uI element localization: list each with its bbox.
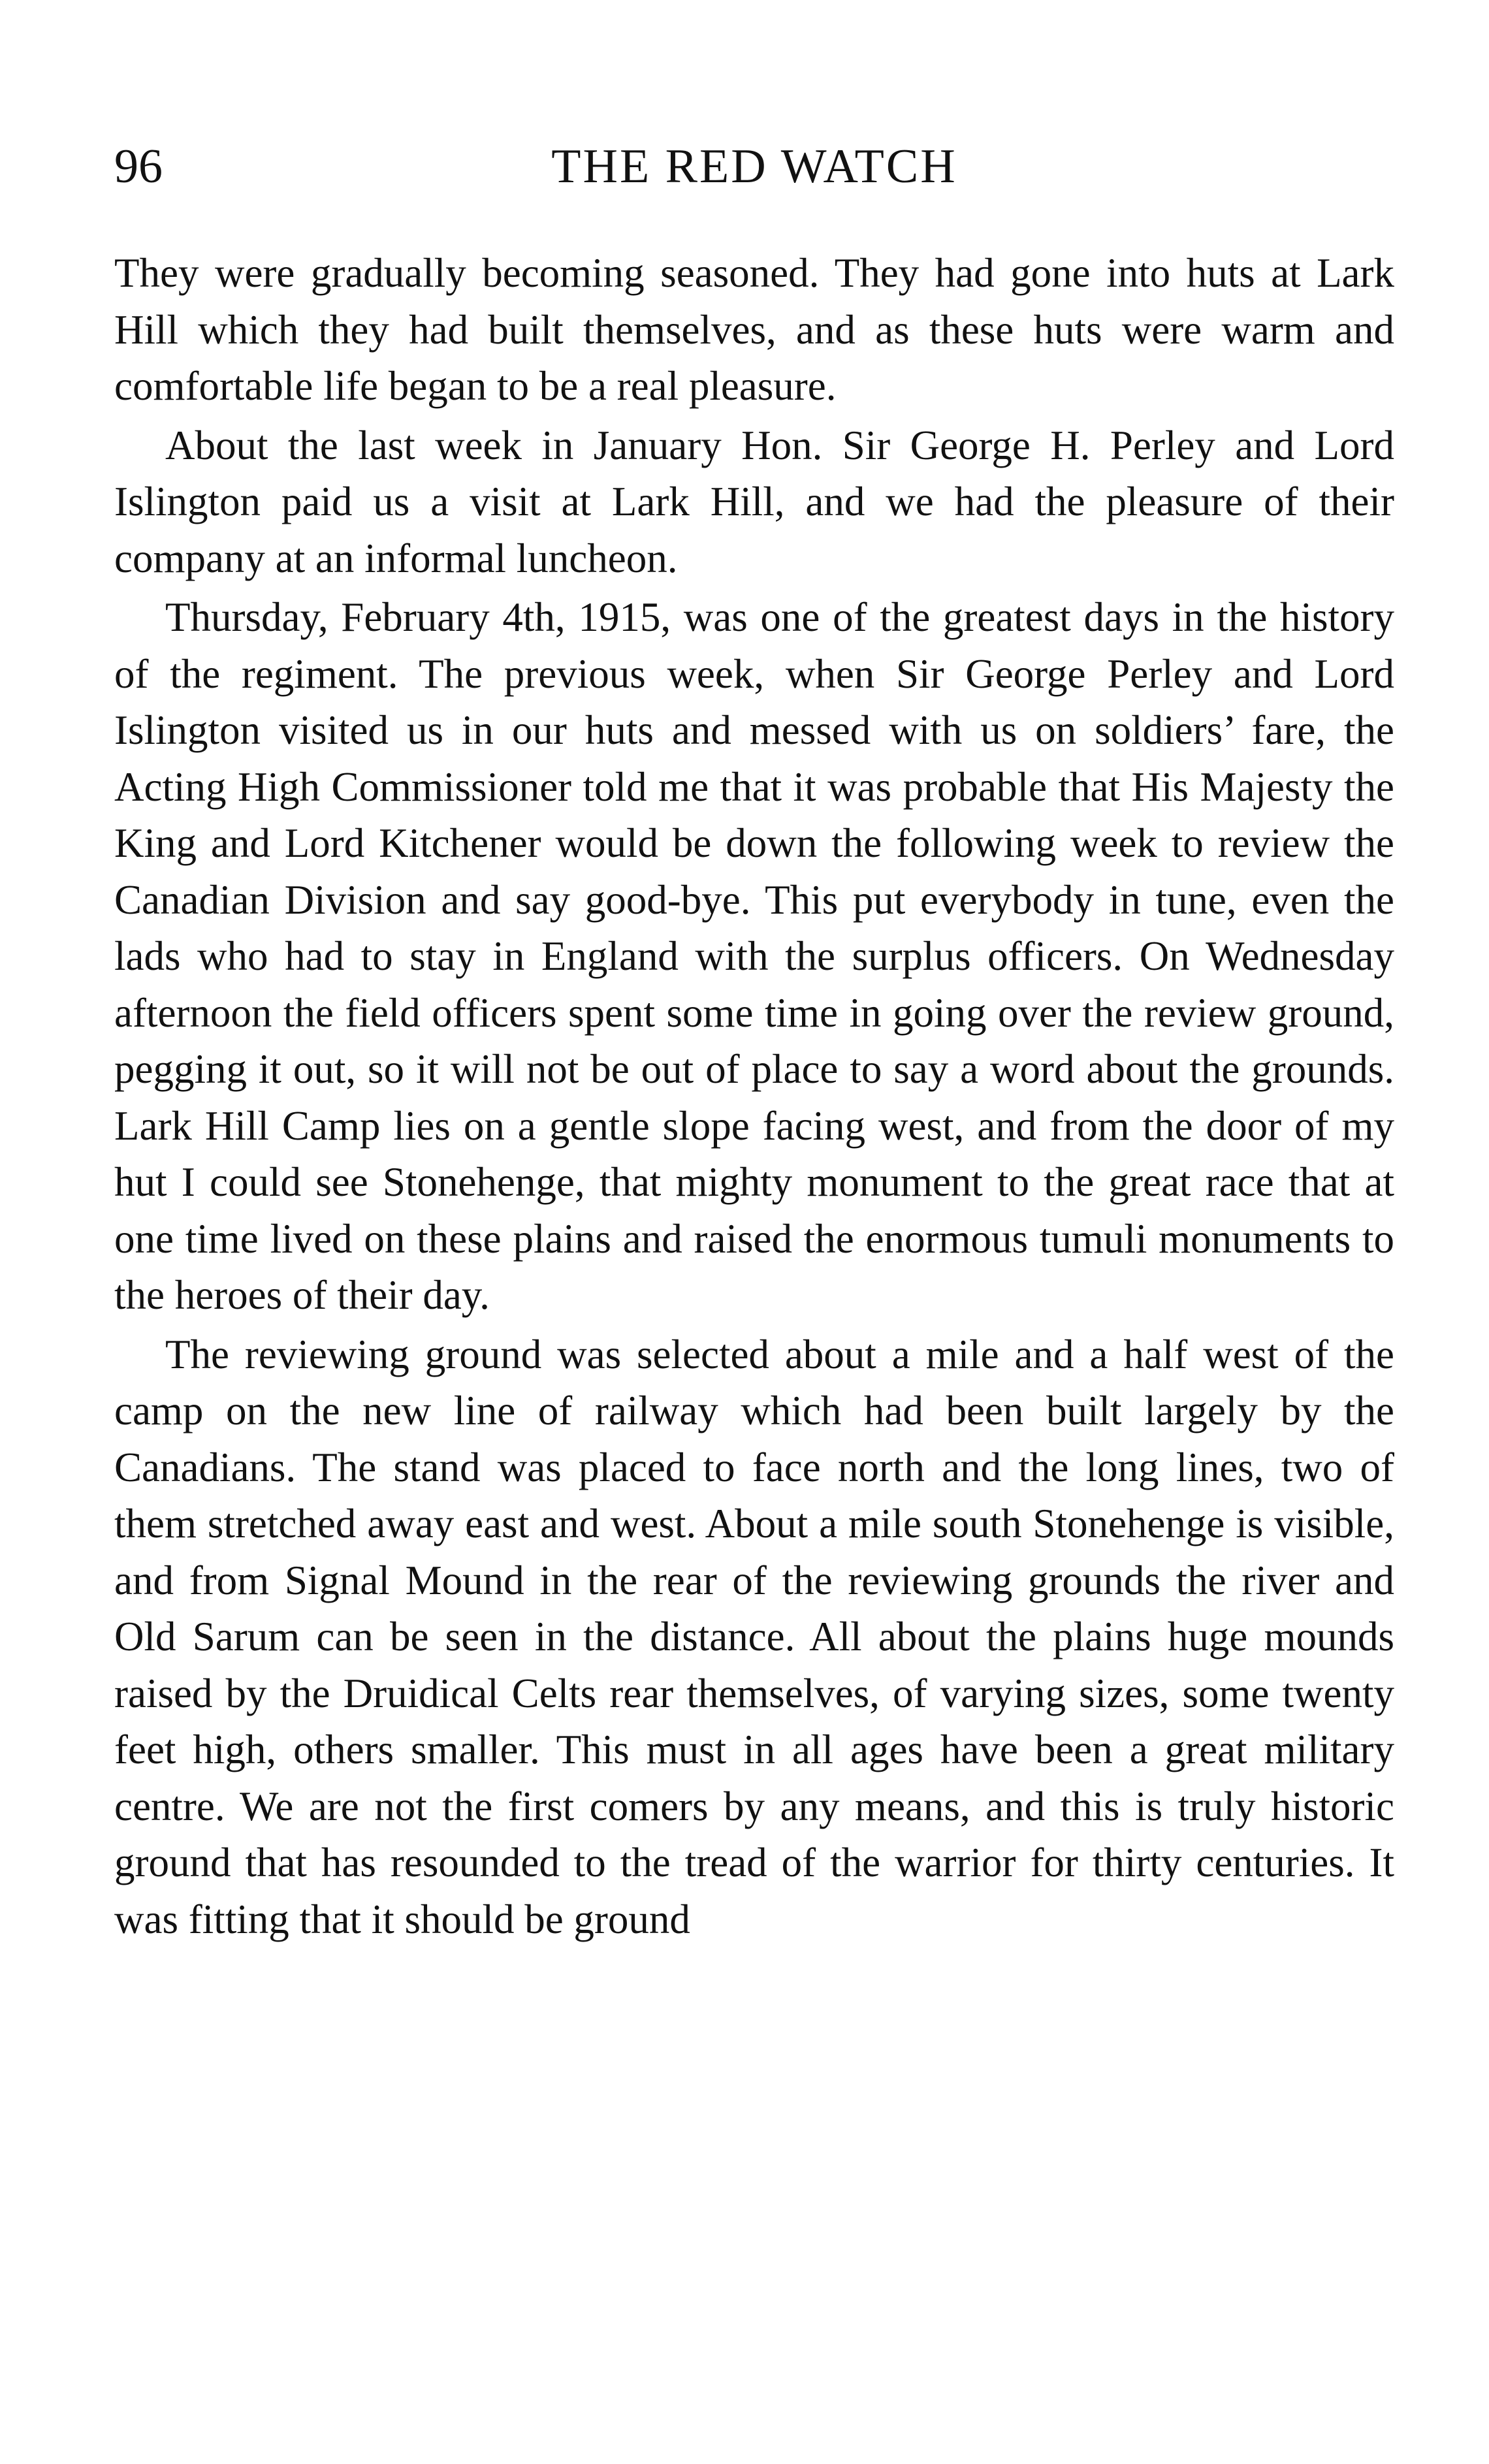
paragraph-4: The reviewing ground was selected about a mile and a half west of the camp on the new line of railway which had been built largely by the Canadians. The stand was placed to face north and the long lines, two of them stretched away east and west. About a mile south Stonehenge is visible, and from Signal Mound in the rear of the reviewing grounds the river and Old Sarum can be seen in the distance. All about the plains huge mounds raised by the Druidical Celts rear themselves, of varying sizes, some twenty feet high, others smaller. This must in all ages have been a great military centre. We are not the first comers by any means, and this is truly historic ground that has resounded to the tread of the warrior for thirty centuries. It was fitting that it should be ground — [114, 1331, 1394, 1942]
page-number: 96 — [114, 140, 163, 193]
running-title: THE RED WATCH — [551, 140, 957, 193]
paragraph-2: About the last week in January Hon. Sir George H. Perley and Lord Islington paid us a visit at Lark Hill, and we had the pleasure of their company at an informal luncheon. — [114, 422, 1394, 581]
paragraph-1: They were gradually becoming seasoned. They had gone into huts at Lark Hill which they had built themselves, and as these huts were warm and comfortable life began to be a real pleasure. — [114, 250, 1394, 409]
body-text — [114, 245, 1394, 2309]
page-header — [114, 134, 1394, 206]
paragraph-3: Thursday, February 4th, 1915, was one of the greatest days in the history of the regiment. The previous week, when Sir George Perley and Lord Islington visited us in our huts and messed with us on soldiers’ fare, the Acting High Commissioner told me that it was probable that His Majesty the King and Lord Kitchener would be down the following week to review the Canadian Division and say good-bye. This put everybody in tune, even the lads who had to stay in England with the surplus officers. On Wednesday afternoon the field officers spent some time in going over the review ground, pegging it out, so it will not be out of place to say a word about the grounds. Lark Hill Camp lies on a gentle slope facing west, and from the door of my hut I could see Stonehenge, that mighty monument to the great race that at one time lived on these plains and raised the enormous tumuli monuments to the heroes of their day. — [114, 594, 1394, 1318]
